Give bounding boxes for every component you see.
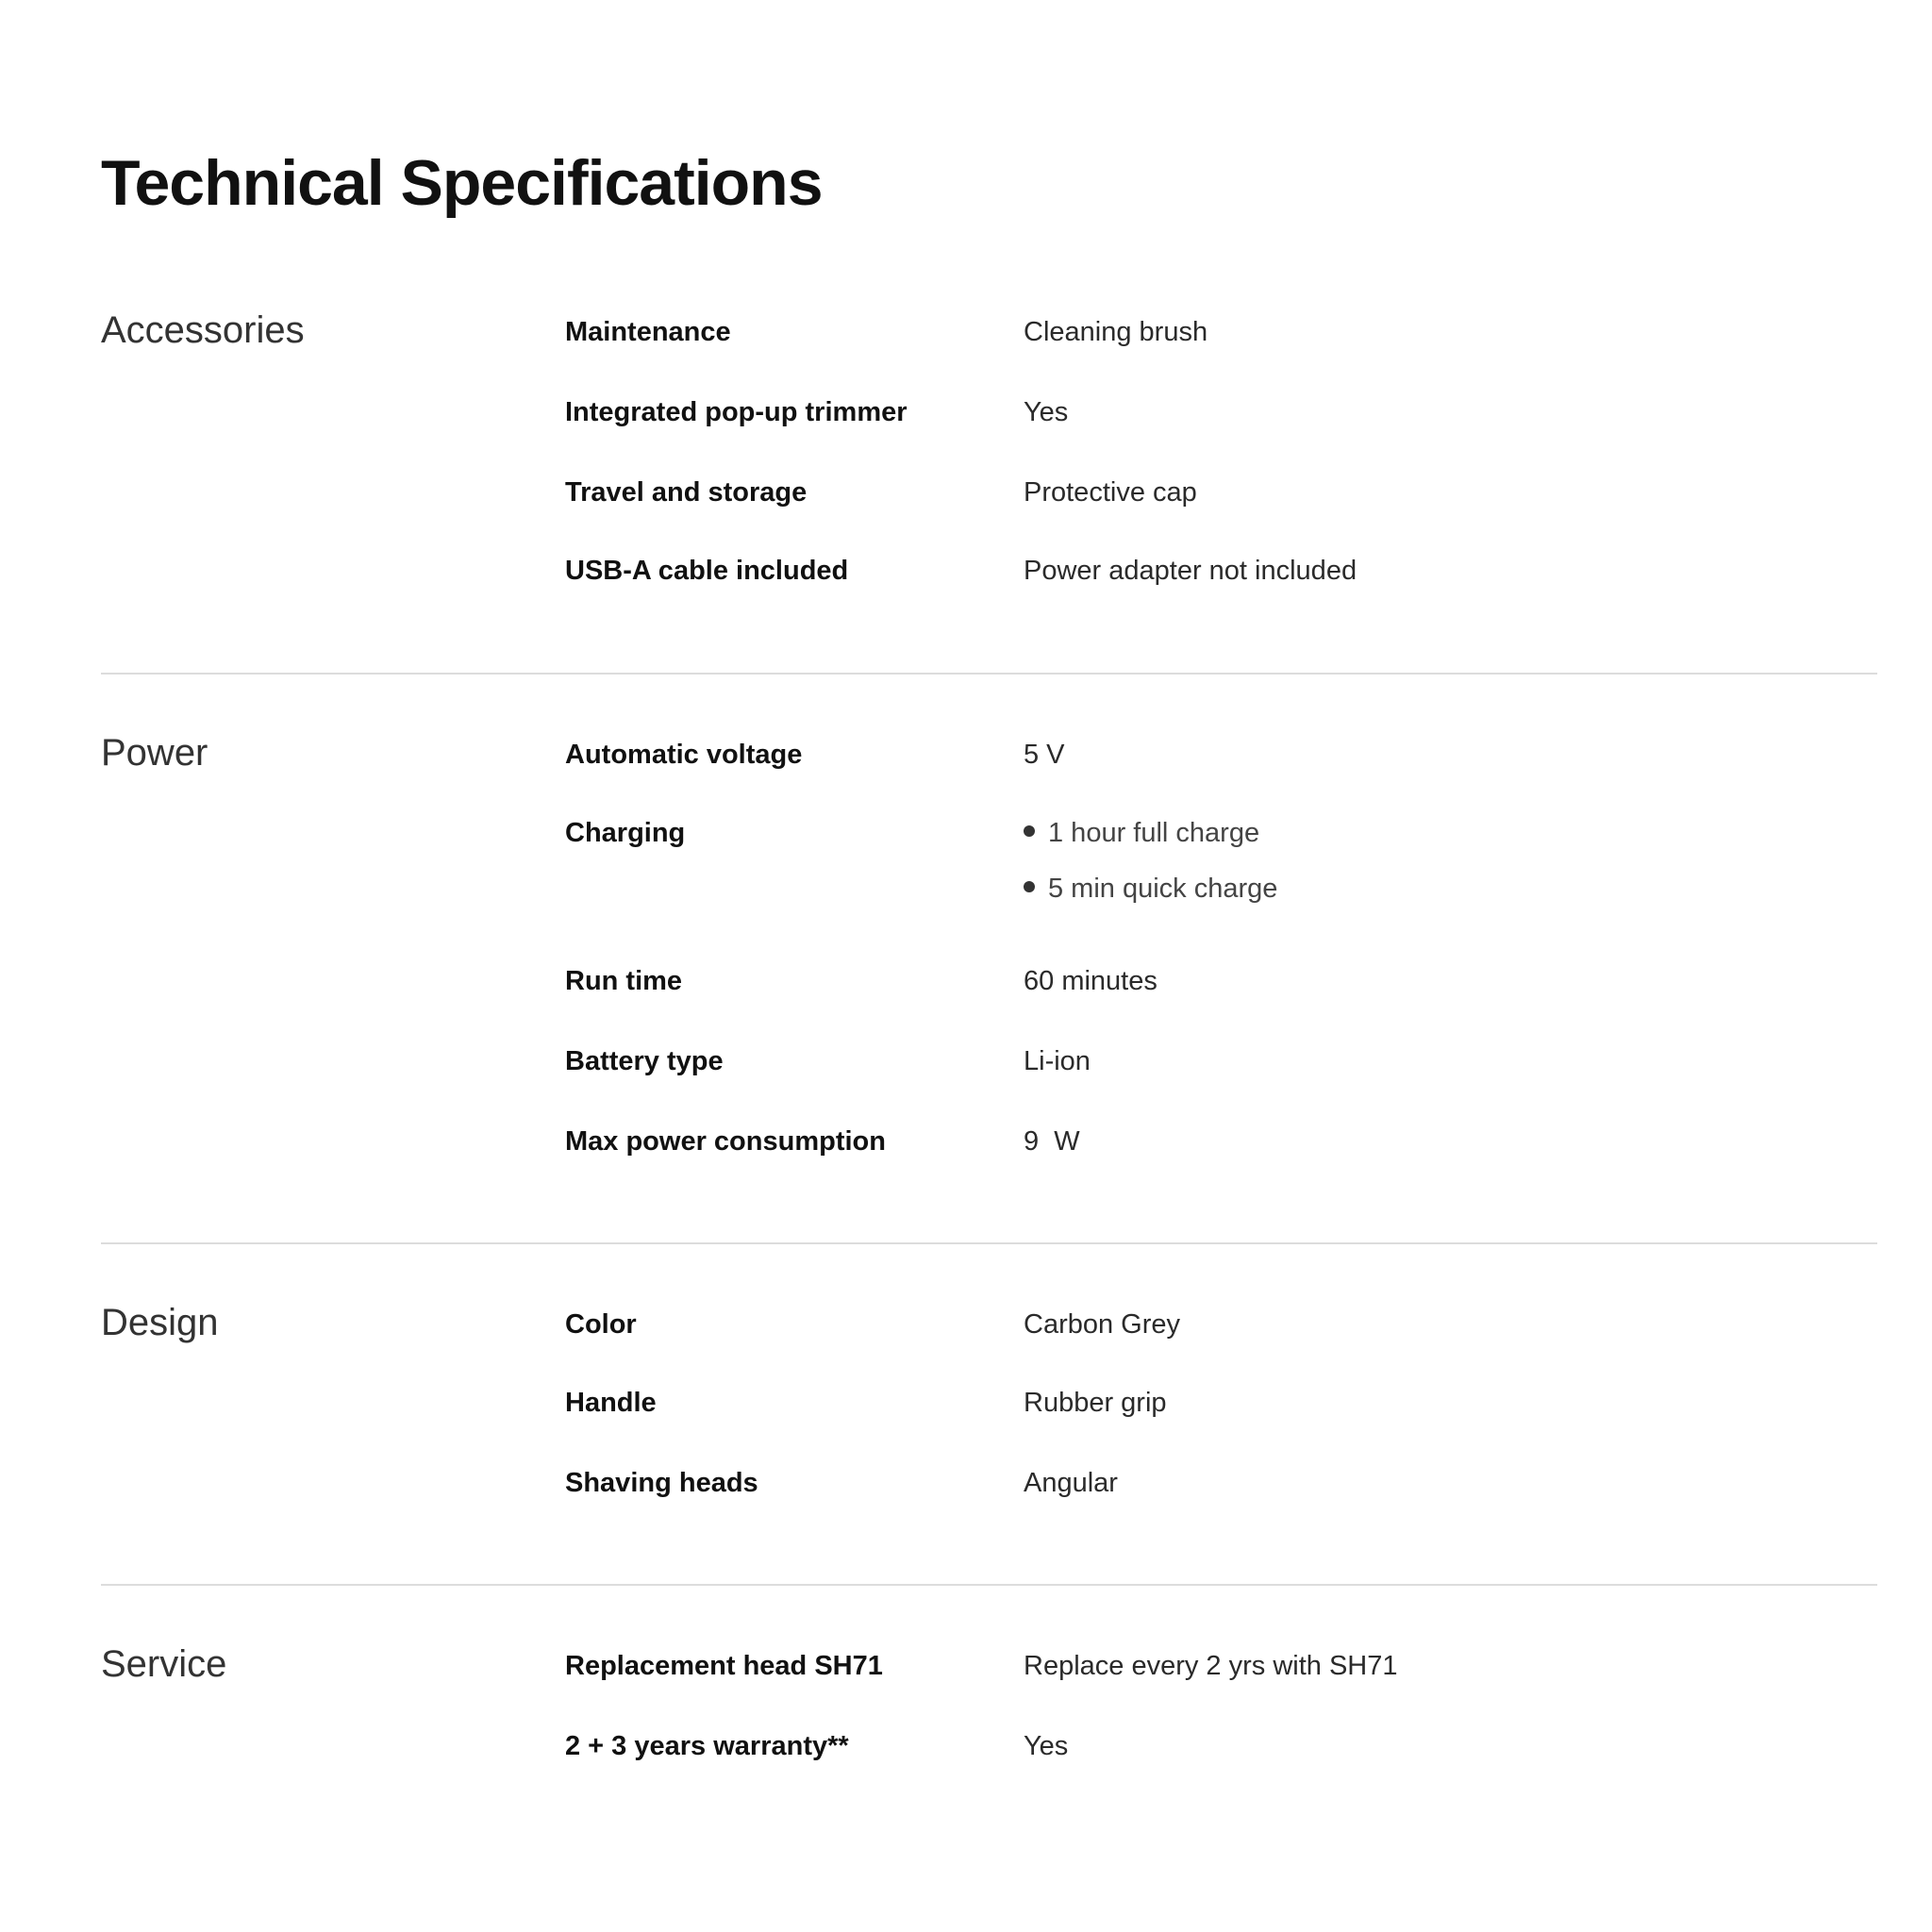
section-divider [101, 673, 1877, 675]
spec-value: Carbon Grey [1024, 1309, 1181, 1340]
bullet-icon [1024, 825, 1035, 837]
list-item [1024, 875, 1277, 931]
list-item [1024, 820, 1277, 875]
spec-value: Power adapter not included [1024, 556, 1357, 586]
spec-value: 60 minutes [1024, 966, 1158, 996]
spec-value: Yes [1024, 397, 1069, 427]
spec-label: Charging [565, 818, 686, 848]
section-title: Power [101, 732, 208, 774]
bullet-text: 1 hour full charge [1048, 818, 1260, 848]
spec-value: Rubber grip [1024, 1388, 1167, 1418]
spec-label: Max power consumption [565, 1126, 886, 1157]
bullet-text: 5 min quick charge [1048, 874, 1278, 904]
spec-value: Protective cap [1024, 477, 1197, 508]
spec-label: Replacement head SH71 [565, 1651, 883, 1681]
spec-label: Automatic voltage [565, 740, 803, 770]
spec-label: Run time [565, 966, 683, 996]
spec-label: Maintenance [565, 317, 731, 347]
spec-label: Battery type [565, 1046, 724, 1076]
spec-value: Angular [1024, 1468, 1118, 1498]
section-title: Design [101, 1302, 219, 1343]
page-title: Technical Specifications [101, 147, 823, 219]
charging-bullet-list [1024, 820, 1277, 931]
section-divider [101, 1584, 1877, 1586]
spec-label: Shaving heads [565, 1468, 758, 1498]
spec-label: Integrated pop-up trimmer [565, 397, 908, 427]
spec-value: Replace every 2 yrs with SH71 [1024, 1651, 1398, 1681]
bullet-icon [1024, 881, 1035, 892]
spec-label: Handle [565, 1388, 657, 1418]
spec-label: Color [565, 1309, 637, 1340]
spec-value: Yes [1024, 1731, 1069, 1761]
section-divider [101, 1242, 1877, 1244]
spec-label: USB-A cable included [565, 556, 849, 586]
spec-value: 9 W [1024, 1126, 1080, 1157]
section-title: Service [101, 1643, 227, 1685]
spec-value: Cleaning brush [1024, 317, 1208, 347]
spec-value: Li-ion [1024, 1046, 1091, 1076]
spec-label: 2 + 3 years warranty** [565, 1731, 849, 1761]
spec-label: Travel and storage [565, 477, 808, 508]
section-title: Accessories [101, 309, 305, 351]
spec-value: 5 V [1024, 740, 1065, 770]
